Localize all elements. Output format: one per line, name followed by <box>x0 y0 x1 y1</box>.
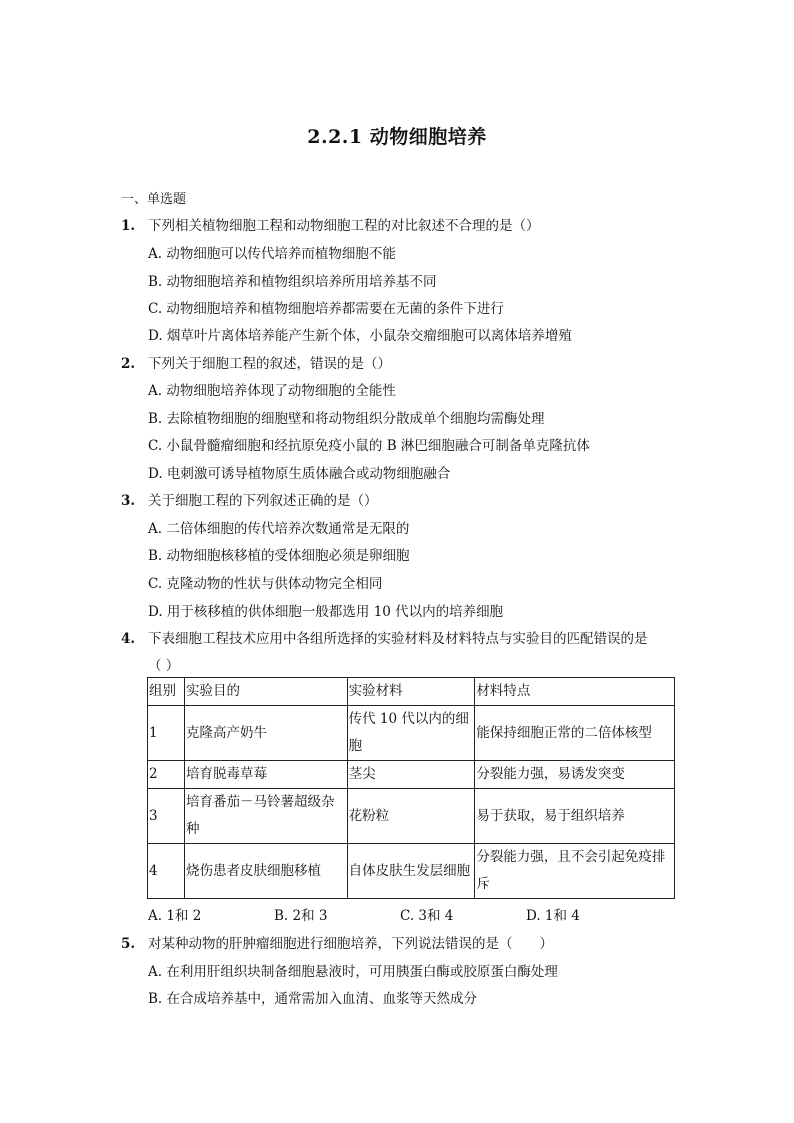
option-4b: B. 2和 3 <box>274 908 328 924</box>
question-number: 5. <box>121 936 136 952</box>
option-1d: D. 烟草叶片离体培养能产生新个体，小鼠杂交瘤细胞可以离体培养增殖 <box>148 328 572 344</box>
question-stem: 关于细胞工程的下列叙述正确的是（） <box>148 493 378 509</box>
section-heading: 一、单选题 <box>121 192 187 207</box>
table-cell: 分裂能力强，且不会引起免疫排斥 <box>475 844 675 899</box>
question-stem: 下列相关植物细胞工程和动物细胞工程的对比叙述不合理的是（） <box>148 218 540 234</box>
question-2 <box>121 352 391 372</box>
page-title: 2.2.1 动物细胞培养 <box>307 126 487 148</box>
table-cell: 能保持细胞正常的二倍体核型 <box>475 706 675 761</box>
question-stem: 对某种动物的肝肿瘤细胞进行细胞培养，下列说法错误的是（ ） <box>148 936 553 952</box>
option-3a: A. 二倍体细胞的传代培养次数通常是无限的 <box>148 521 410 537</box>
table-header-cell: 实验目的 <box>184 678 347 706</box>
question-number: 1. <box>121 218 136 234</box>
table-row <box>148 844 675 899</box>
option-1b: B. 动物细胞培养和植物组织培养所用培养基不同 <box>148 274 437 290</box>
table-row <box>148 706 675 761</box>
table-header-row <box>148 678 675 706</box>
table-cell: 分裂能力强，易诱发突变 <box>475 761 675 789</box>
table-row <box>148 789 675 844</box>
option-2d: D. 电刺激可诱导植物原生质体融合或动物细胞融合 <box>148 466 451 482</box>
question-1 <box>121 214 540 234</box>
option-1c: C. 动物细胞培养和植物细胞培养都需要在无菌的条件下进行 <box>148 301 504 317</box>
table-header-cell: 组别 <box>148 678 185 706</box>
option-1a: A. 动物细胞可以传代培养而植物细胞不能 <box>148 246 396 262</box>
table-cell: 培育番茄－马铃薯超级杂种 <box>184 789 347 844</box>
table-cell: 4 <box>148 844 185 899</box>
table-cell: 茎尖 <box>347 761 475 789</box>
option-2c: C. 小鼠骨髓瘤细胞和经抗原免疫小鼠的 B 淋巴细胞融合可制备单克隆抗体 <box>148 438 590 454</box>
option-5a: A. 在利用肝组织块制备细胞悬液时，可用胰蛋白酶或胶原蛋白酶处理 <box>148 964 558 980</box>
option-4a: A. 1和 2 <box>148 908 202 924</box>
question-3 <box>121 489 378 509</box>
options-row-4 <box>148 904 652 924</box>
option-3b: B. 动物细胞核移植的受体细胞必须是卵细胞 <box>148 548 410 564</box>
question-number: 3. <box>121 493 136 509</box>
table-row <box>148 761 675 789</box>
data-table <box>147 677 675 899</box>
table-cell: 培育脱毒草莓 <box>184 761 347 789</box>
option-4c: C. 3和 4 <box>400 908 454 924</box>
question-number: 4. <box>121 631 136 647</box>
question-stem: 下列关于细胞工程的叙述，错误的是（） <box>148 356 391 372</box>
option-2b: B. 去除植物细胞的细胞壁和将动物组织分散成单个细胞均需酶处理 <box>148 411 545 427</box>
option-3c: C. 克隆动物的性状与供体动物完全相同 <box>148 576 383 592</box>
table-cell: 易于获取，易于组织培养 <box>475 789 675 844</box>
question-4 <box>121 627 648 647</box>
table-cell: 克隆高产奶牛 <box>184 706 347 761</box>
question-number: 2. <box>121 356 136 372</box>
table-cell: 自体皮肤生发层细胞 <box>347 844 475 899</box>
question-stem-continuation: （ ） <box>148 658 180 674</box>
table-header-cell: 材料特点 <box>475 678 675 706</box>
table-cell: 传代 10 代以内的细胞 <box>347 706 475 761</box>
table-cell: 2 <box>148 761 185 789</box>
table-header-cell: 实验材料 <box>347 678 475 706</box>
option-5b: B. 在合成培养基中，通常需加入血清、血浆等天然成分 <box>148 991 478 1007</box>
table-cell: 花粉粒 <box>347 789 475 844</box>
option-2a: A. 动物细胞培养体现了动物细胞的全能性 <box>148 383 396 399</box>
option-3d: D. 用于核移植的供体细胞一般都选用 10 代以内的培养细胞 <box>148 604 504 620</box>
table-cell: 烧伤患者皮肤细胞移植 <box>184 844 347 899</box>
question-5 <box>121 932 553 952</box>
question-stem: 下表细胞工程技术应用中各组所选择的实验材料及材料特点与实验目的匹配错误的是 <box>148 631 648 647</box>
table-cell: 1 <box>148 706 185 761</box>
option-4d: D. 1和 4 <box>526 908 580 924</box>
table-cell: 3 <box>148 789 185 844</box>
